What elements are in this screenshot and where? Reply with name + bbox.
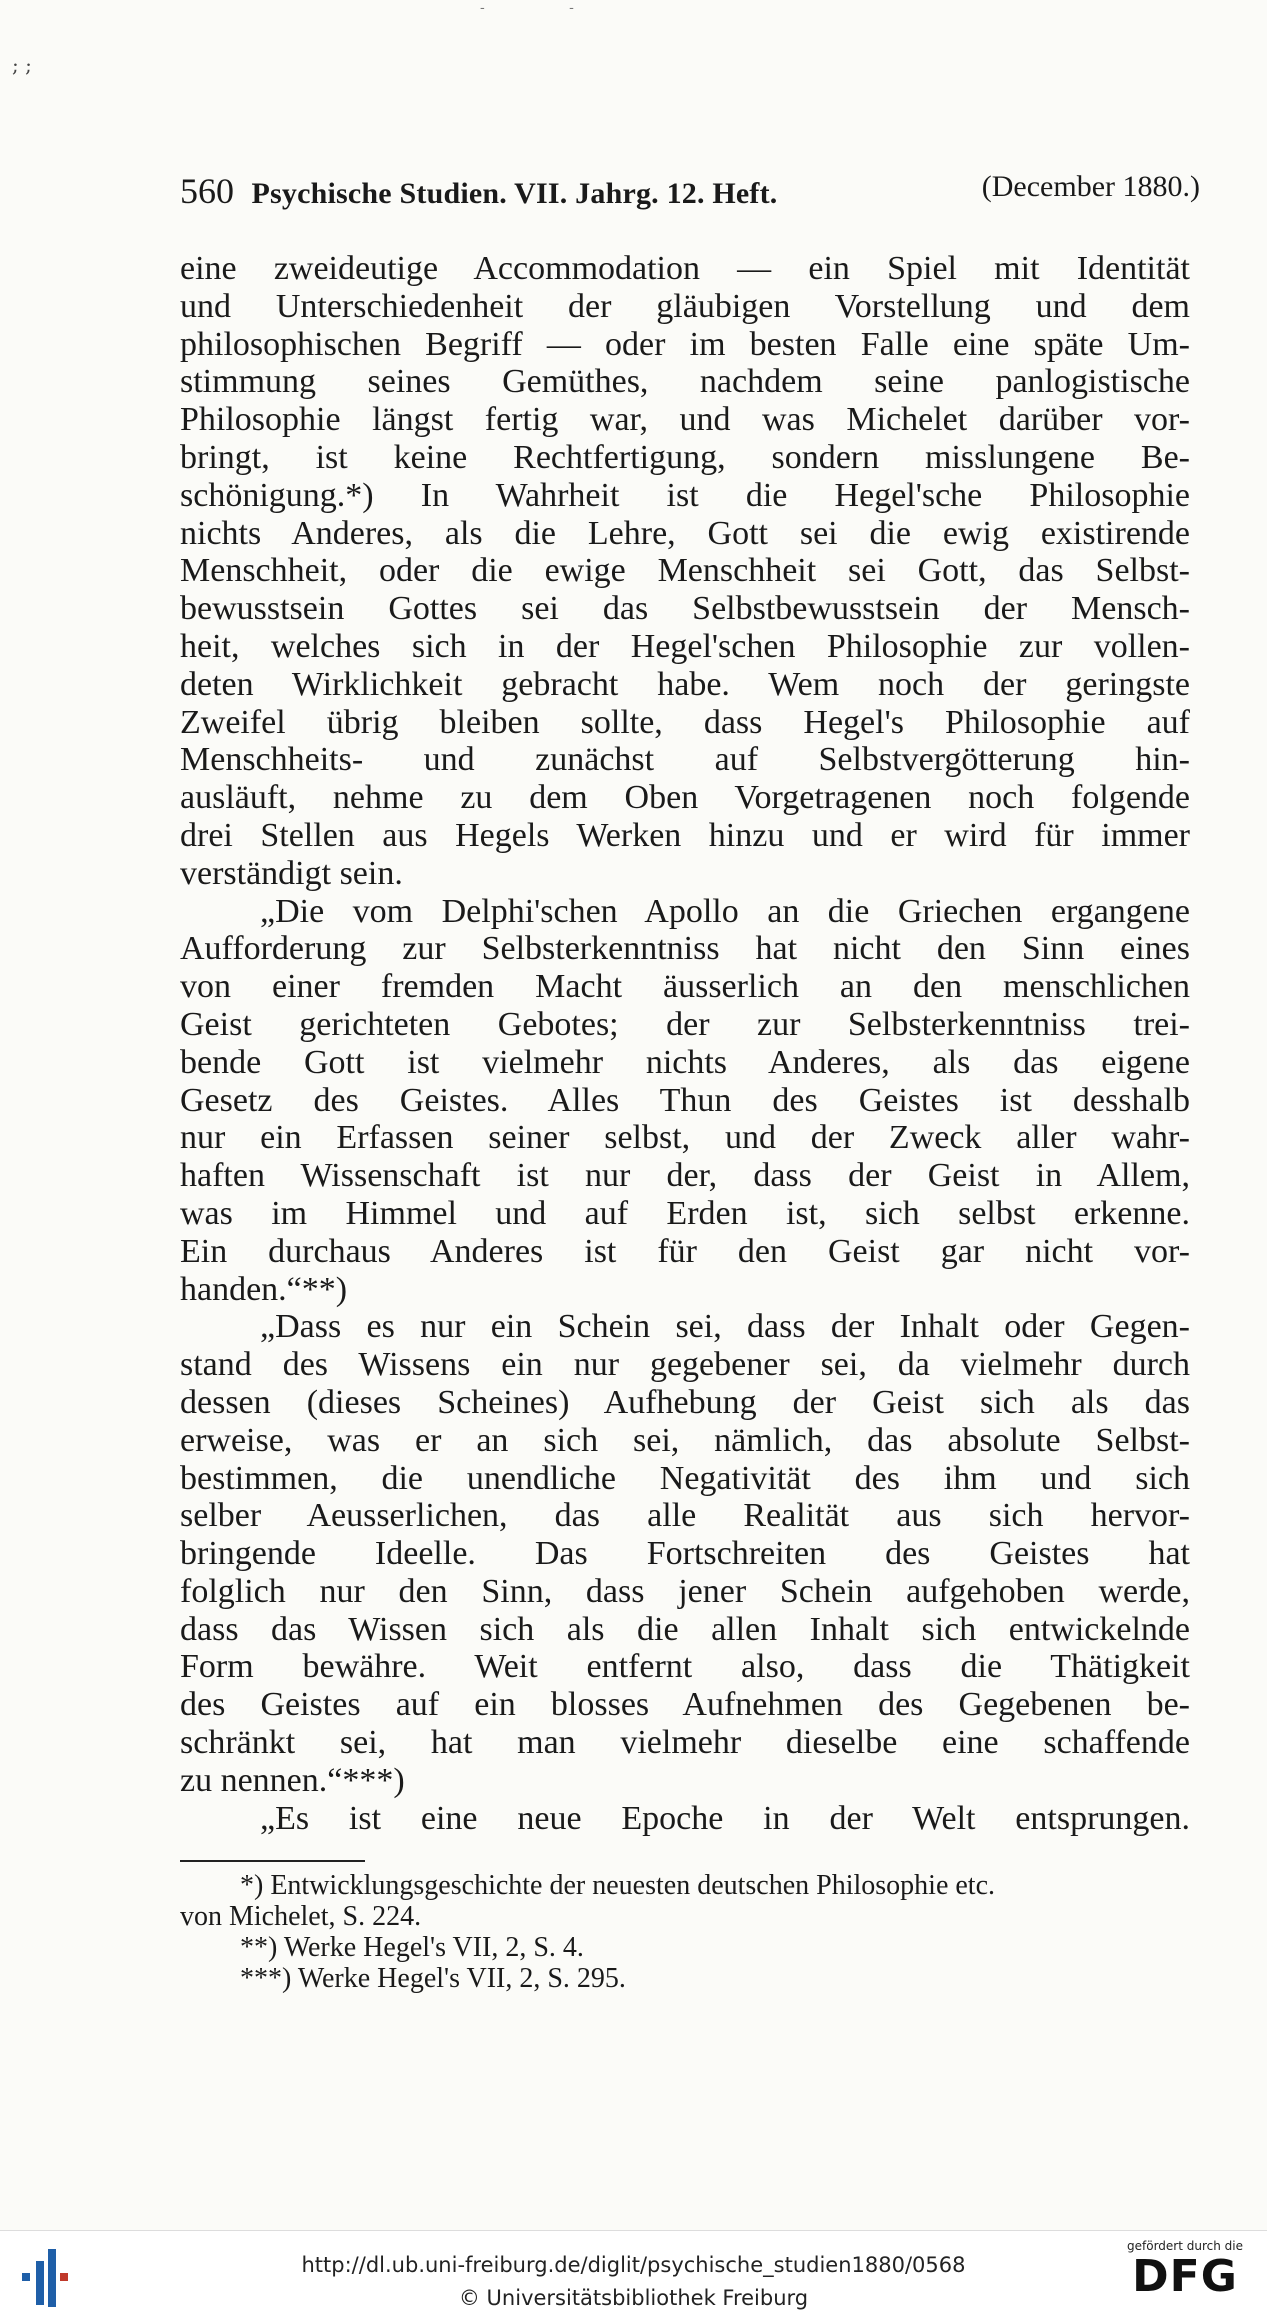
scan-left-mark: ; ; xyxy=(12,53,32,77)
text-line: handen.“**) xyxy=(180,1270,348,1308)
footnote: ***) Werke Hegel's VII, 2, S. 295. xyxy=(240,1963,626,1994)
body-text xyxy=(180,250,1190,1837)
text-line: Geist gerichteten Gebotes; der zur Selbsterkenntniss trei- xyxy=(180,1005,1190,1043)
text-line: heit, welches sich in der Hegel'schen Philosophie zur vollen- xyxy=(180,627,1190,665)
text-line: Menschheits- und zunächst auf Selbstvergötterung hin- xyxy=(180,741,1190,779)
text-line: bringende Ideelle. Das Fortschreiten des Geistes hat xyxy=(180,1535,1190,1573)
viewer-footer xyxy=(0,2230,1267,2320)
text-line: selber Aeusserlichen, das alle Realität aus sich hervor- xyxy=(180,1497,1190,1535)
text-line: Zweifel übrig bleiben sollte, dass Hegel's Philosophie auf xyxy=(180,703,1190,741)
text-line: was im Himmel und auf Erden ist, sich selbst erkenne. xyxy=(180,1194,1190,1232)
text-line: stimmung seines Gemüthes, nachdem seine panlogistische xyxy=(180,363,1190,401)
text-line: bringt, ist keine Rechtfertigung, sondern misslungene Be- xyxy=(180,438,1190,476)
text-line: bewusstsein Gottes sei das Selbstbewusstsein der Mensch- xyxy=(180,590,1190,628)
text-line: Menschheit, oder die ewige Menschheit sei Gott, das Selbst- xyxy=(180,552,1190,590)
text-line: nichts Anderes, als die Lehre, Gott sei die ewig existirende xyxy=(180,514,1190,552)
text-line: schönigung.*) In Wahrheit ist die Hegel'sche Philosophie xyxy=(180,476,1190,514)
text-line: schränkt sei, hat man vielmehr dieselbe eine schaffende xyxy=(180,1724,1190,1762)
dfg-funding-badge xyxy=(1115,2239,1255,2301)
text-line: ausläuft, nehme zu dem Oben Vorgetragenen noch folgende xyxy=(180,779,1190,817)
text-line: des Geistes auf ein blosses Aufnehmen des Gegebenen be- xyxy=(180,1686,1190,1724)
text-line: haften Wissenschaft ist nur der, dass der Geist in Allem, xyxy=(180,1157,1190,1195)
text-line: dass das Wissen sich als die allen Inhalt sich entwickelnde xyxy=(180,1610,1190,1648)
dfg-logo-icon: DFG xyxy=(1132,2251,1238,2302)
issue-date: (December 1880.) xyxy=(981,170,1200,203)
text-line: Philosophie längst fertig war, und was Michelet darüber vor- xyxy=(180,401,1190,439)
footnote: *) Entwicklungsgeschichte der neuesten deutschen Philosophie etc. xyxy=(240,1870,996,1901)
page-number: 560 xyxy=(180,171,234,211)
text-line: folglich nur den Sinn, dass jener Schein aufgehoben werde, xyxy=(180,1572,1190,1610)
text-line: „Die vom Delphi'schen Apollo an die Griechen ergangene xyxy=(260,892,1190,930)
text-line: erweise, was er an sich sei, nämlich, das absolute Selbst- xyxy=(180,1421,1190,1459)
text-line: drei Stellen aus Hegels Werken hinzu und er wird für immer xyxy=(180,816,1190,854)
running-title: Psychische Studien. VII. Jahrg. 12. Heft. xyxy=(251,177,778,210)
footnotes xyxy=(180,1870,1190,1994)
running-header xyxy=(180,170,1200,212)
copyright-notice: © Universitätsbibliothek Freiburg xyxy=(458,2286,809,2310)
text-line: bende Gott ist vielmehr nichts Anderes, als das eigene xyxy=(180,1043,1190,1081)
text-line: Aufforderung zur Selbsterkenntniss hat nicht den Sinn eines xyxy=(180,930,1190,968)
text-line: dessen (dieses Scheines) Aufhebung der Geist sich als das xyxy=(180,1383,1190,1421)
scan-top-marks: - - xyxy=(480,0,614,16)
text-line: Ein durchaus Anderes ist für den Geist gar nicht vor- xyxy=(180,1232,1190,1270)
text-line: philosophischen Begriff — oder im besten Falle eine späte Um- xyxy=(180,325,1190,363)
footnote-rule xyxy=(180,1860,365,1862)
text-line: bestimmen, die unendliche Negativität des ihm und sich xyxy=(180,1459,1190,1497)
permalink-url[interactable]: http://dl.ub.uni-freiburg.de/diglit/psychische_studien1880/0568 xyxy=(301,2253,966,2277)
text-line: zu nennen.“***) xyxy=(180,1761,405,1799)
text-line: Gesetz des Geistes. Alles Thun des Geistes ist desshalb xyxy=(180,1081,1190,1119)
text-line: stand des Wissens ein nur gegebener sei, da vielmehr durch xyxy=(180,1346,1190,1384)
footnote: **) Werke Hegel's VII, 2, S. 4. xyxy=(240,1932,584,1963)
footnote: von Michelet, S. 224. xyxy=(180,1901,422,1932)
dfg-tagline: gefördert durch die xyxy=(1127,2239,1243,2253)
text-line: „Es ist eine neue Epoche in der Welt entsprungen. xyxy=(260,1799,1190,1837)
text-line: von einer fremden Macht äusserlich an den menschlichen xyxy=(180,968,1190,1006)
text-line: Form bewähre. Weit entfernt also, dass die Thätigkeit xyxy=(180,1648,1190,1686)
text-line: eine zweideutige Accommodation — ein Spiel mit Identität xyxy=(180,250,1190,287)
text-line: „Dass es nur ein Schein sei, dass der Inhalt oder Gegen- xyxy=(260,1308,1190,1346)
text-line: und Unterschiedenheit der gläubigen Vorstellung und dem xyxy=(180,287,1190,325)
text-line: verständigt sein. xyxy=(180,854,403,892)
text-line: nur ein Erfassen seiner selbst, und der Zweck aller wahr- xyxy=(180,1119,1190,1157)
text-line: deten Wirklichkeit gebracht habe. Wem noch der geringste xyxy=(180,665,1190,703)
